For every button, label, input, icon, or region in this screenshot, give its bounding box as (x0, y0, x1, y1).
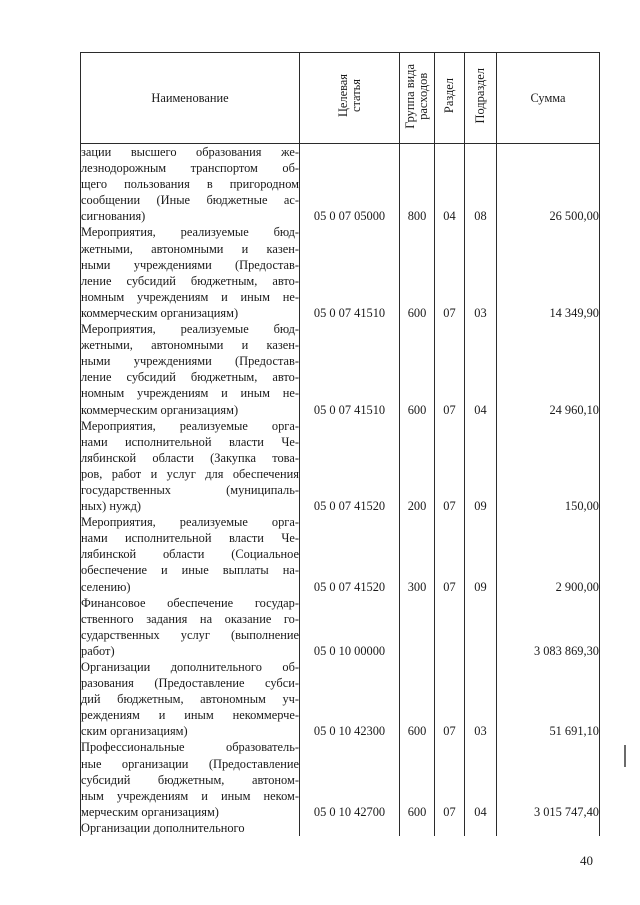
row-name-line: разования (Предоставление субси- (81, 676, 299, 691)
row-name-line: сигнования) (81, 209, 146, 224)
table-row (81, 321, 600, 418)
row-name-line: Мероприятия, реализуемые бюд- (81, 322, 299, 337)
row-name-line: щего пользования в пригородном (81, 177, 299, 192)
row-subsection: 09 (465, 514, 497, 594)
row-name-line: лябинской области (Социальное (81, 547, 299, 562)
table-row (81, 144, 600, 225)
header-target-item: Целевая статья (300, 53, 400, 144)
row-name-line: нами исполнительной власти Че- (81, 531, 299, 546)
row-expense-group (400, 595, 435, 659)
row-name (81, 224, 300, 321)
row-section: 07 (435, 739, 465, 819)
row-name-line: Финансовое обеспечение государ- (81, 595, 299, 610)
row-target-item: 05 0 07 41520 (300, 514, 400, 594)
row-target-item: 05 0 07 41520 (300, 418, 400, 515)
row-name-line: лябинской области (Закупка това- (81, 450, 299, 465)
row-expense-group: 600 (400, 659, 435, 739)
row-name (81, 659, 300, 739)
row-target-item: 05 0 10 00000 (300, 595, 400, 659)
row-name (81, 820, 300, 836)
table-row (81, 739, 600, 819)
row-section: 07 (435, 659, 465, 739)
row-subsection: 03 (465, 659, 497, 739)
row-amount: 3 015 747,40 (497, 739, 600, 819)
row-section: 07 (435, 418, 465, 515)
table-row (81, 595, 600, 659)
row-target-item: 05 0 07 05000 (300, 144, 400, 225)
row-subsection: 04 (465, 321, 497, 418)
row-name-line: реждениям и иным некоммерче- (81, 708, 299, 723)
row-section: 07 (435, 514, 465, 594)
row-name-line: номным учреждениям и иным не- (81, 386, 299, 401)
table-row (81, 820, 600, 836)
row-name-line: дий бюджетным, автономным уч- (81, 692, 299, 707)
row-name (81, 595, 300, 659)
row-name-line: Мероприятия, реализуемые орга- (81, 515, 299, 530)
row-name-line: обеспечение и иные выплаты на- (81, 563, 299, 578)
row-amount: 2 900,00 (497, 514, 600, 594)
row-name-line: селению) (81, 579, 131, 594)
row-name-line: мерческим организациям) (81, 804, 219, 819)
row-name-line: сообщении (Иные бюджетные ас- (81, 193, 299, 208)
row-section: 04 (435, 144, 465, 225)
row-amount: 14 349,90 (497, 224, 600, 321)
page-number: 40 (580, 853, 593, 868)
row-expense-group: 600 (400, 739, 435, 819)
row-amount: 24 960,10 (497, 321, 600, 418)
row-amount: 3 083 869,30 (497, 595, 600, 659)
margin-mark (624, 745, 626, 767)
header-amount: Сумма (497, 53, 600, 144)
row-name (81, 321, 300, 418)
header-section: Раздел (435, 53, 465, 144)
row-name-line: номным учреждениям и иным не- (81, 289, 299, 304)
row-section (435, 595, 465, 659)
row-name-line: сударственных услуг (выполнение (81, 627, 299, 642)
row-name-line: коммерческим организациям) (81, 305, 239, 320)
row-expense-group: 600 (400, 224, 435, 321)
row-name-line: Мероприятия, реализуемые орга- (81, 418, 299, 433)
table-header-row (81, 53, 600, 144)
row-target-item: 05 0 07 41510 (300, 224, 400, 321)
row-name-line: лезнодорожным транспортом об- (81, 161, 299, 176)
row-name-line: коммерческим организациям) (81, 402, 239, 417)
row-expense-group: 600 (400, 321, 435, 418)
row-name-line: ными учреждениями (Предостав- (81, 257, 299, 272)
row-name-line: субсидий бюджетным, автоном- (81, 772, 299, 787)
row-name-line: ных) нужд) (81, 499, 142, 514)
row-subsection: 09 (465, 418, 497, 515)
row-name-line: Организации дополнительного об- (81, 660, 299, 674)
row-name-line: ные организации (Предоставление (81, 756, 299, 771)
row-section: 07 (435, 224, 465, 321)
row-expense-group: 300 (400, 514, 435, 594)
row-subsection (465, 820, 497, 836)
row-name-line: ным учреждениям и иным неком- (81, 788, 299, 803)
table-body (81, 144, 600, 837)
row-name-line: ление субсидий бюджетным, авто- (81, 273, 299, 288)
row-expense-group (400, 820, 435, 836)
row-expense-group: 200 (400, 418, 435, 515)
row-subsection: 08 (465, 144, 497, 225)
row-name-line: жетными, автономными и казен- (81, 338, 299, 353)
row-name-line: жетными, автономными и казен- (81, 241, 299, 256)
row-amount: 150,00 (497, 418, 600, 515)
header-subsection: Подраздел (465, 53, 497, 144)
row-section: 07 (435, 321, 465, 418)
row-name-line: работ) (81, 643, 115, 658)
row-name-line: Мероприятия, реализуемые бюд- (81, 225, 299, 240)
header-expense-group: Группа вида расходов (400, 53, 435, 144)
table-row (81, 514, 600, 594)
row-name-line: Профессиональные образователь- (81, 740, 299, 755)
row-name-line: ров, работ и услуг для обеспечения (81, 466, 299, 481)
row-amount: 51 691,10 (497, 659, 600, 739)
row-subsection (465, 595, 497, 659)
row-name-line: ление субсидий бюджетным, авто- (81, 370, 299, 385)
row-amount: 26 500,00 (497, 144, 600, 225)
row-section (435, 820, 465, 836)
row-expense-group: 800 (400, 144, 435, 225)
row-target-item: 05 0 07 41510 (300, 321, 400, 418)
row-name-line: ными учреждениями (Предостав- (81, 354, 299, 369)
row-name-line: Организации дополнительного (81, 820, 245, 835)
table-row (81, 659, 600, 739)
row-name-line: государственных (муниципаль- (81, 482, 299, 497)
row-name-line: нами исполнительной власти Че- (81, 434, 299, 449)
row-target-item: 05 0 10 42300 (300, 659, 400, 739)
row-name (81, 514, 300, 594)
row-amount (497, 820, 600, 836)
budget-table (80, 52, 600, 836)
row-name (81, 739, 300, 819)
row-name (81, 418, 300, 515)
row-name-line: зации высшего образования же- (81, 145, 299, 159)
row-name-line: ским организациям) (81, 724, 188, 739)
row-name (81, 144, 300, 225)
row-target-item (300, 820, 400, 836)
table-row (81, 418, 600, 515)
row-subsection: 04 (465, 739, 497, 819)
header-name: Наименование (81, 53, 300, 144)
row-target-item: 05 0 10 42700 (300, 739, 400, 819)
row-name-line: ственного задания на оказание го- (81, 611, 299, 626)
row-subsection: 03 (465, 224, 497, 321)
table-row (81, 224, 600, 321)
